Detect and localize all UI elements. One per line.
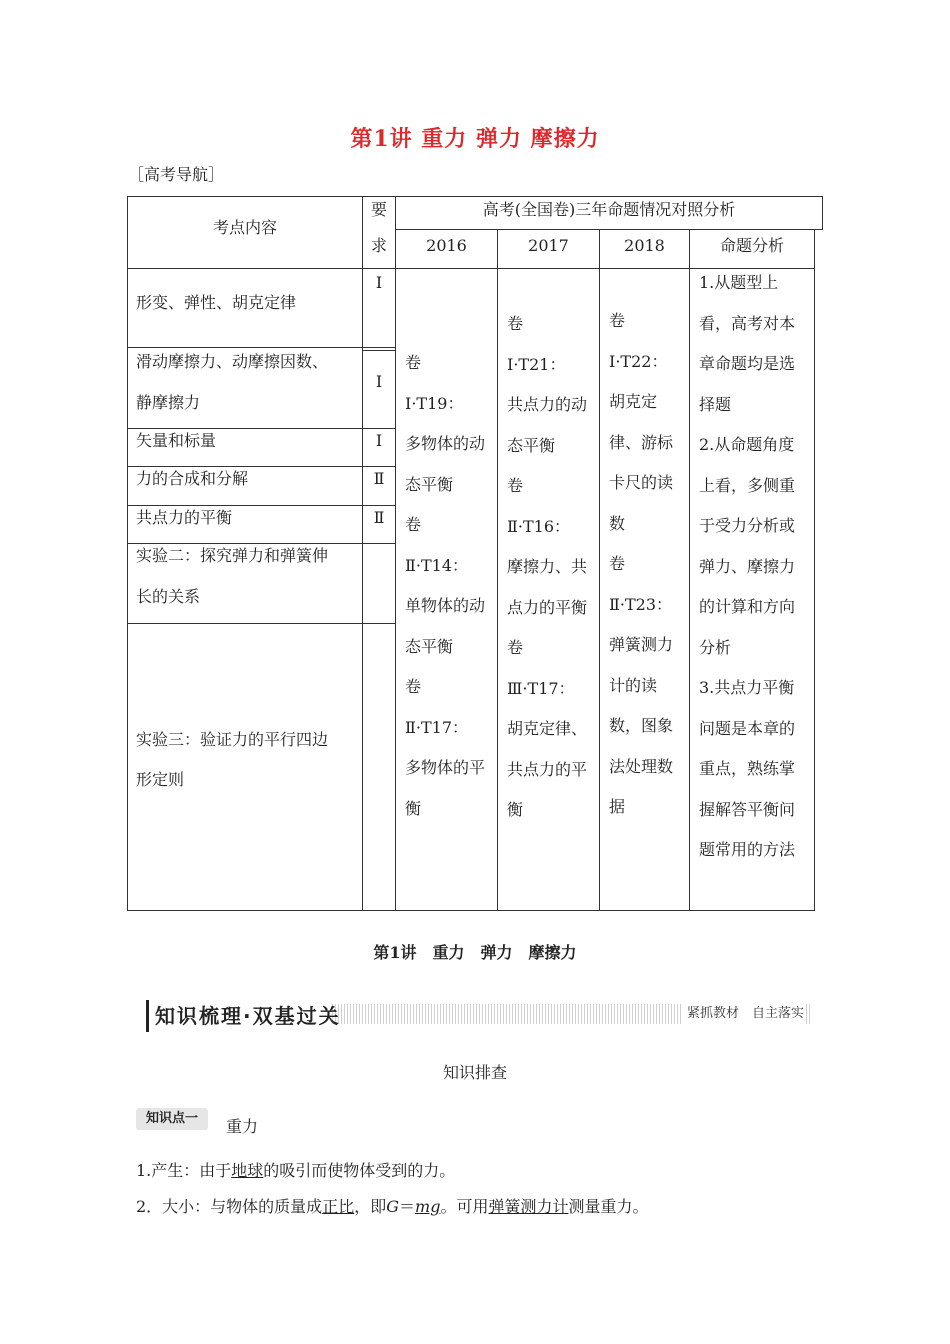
col-2018-line: 法处理数 (609, 756, 674, 776)
paragraph-magnitude (136, 1194, 648, 1217)
col-2018-line: 数 (609, 513, 626, 533)
header-analysis: 命题分析 (719, 236, 784, 255)
col-2018-line: Ⅰ·T22： (609, 351, 668, 371)
para1-prefix: 1.产生：由于 (136, 1161, 232, 1180)
col-analysis-line: 的计算和方向 (699, 597, 796, 616)
nav-label: ［高考导航］ (128, 165, 225, 184)
para2-suffix: 测量重力。 (568, 1197, 649, 1216)
para1-suffix: 的吸引而使物体受到的力。 (263, 1161, 456, 1180)
paragraph-origin (136, 1158, 455, 1181)
col-analysis-line: 重点，熟练掌 (699, 759, 796, 778)
banner-subtitle: 紧抓教材 自主落实 (681, 1004, 804, 1024)
col-2018-line: 律、游标 (609, 432, 674, 452)
col-analysis-line: 于受力分析或 (699, 516, 796, 535)
column-analysis (699, 263, 795, 871)
section-subtitle: 第1讲 重力 弹力 摩擦力 (373, 943, 577, 962)
col-analysis-line: 章命题均是选 (699, 354, 796, 373)
column-2016 (405, 343, 485, 829)
table-border-bottom (127, 910, 815, 911)
banner-title: 知识梳理·双基过关 (146, 1000, 341, 1032)
table-col-req-left (362, 196, 363, 911)
column-2018 (609, 301, 673, 828)
row-topic-3: 矢量和标量 (136, 431, 217, 450)
col-analysis-line: 握解答平衡问 (699, 799, 796, 819)
para1-answer: 地球 (231, 1161, 264, 1180)
col-2017-line: 共点力的平 (507, 759, 588, 779)
col-2018-line: 卷 (609, 311, 626, 330)
row-topic-1: 形变、弹性、胡克定律 (136, 293, 297, 312)
col-2017-line: 卷 (507, 314, 524, 333)
table-col-req-right (395, 196, 396, 911)
col-2017-line: 共点力的动 (507, 395, 588, 414)
row-topic-5: 共点力的平衡 (136, 508, 233, 527)
col-2017-line: Ⅲ·T17： (507, 678, 575, 698)
col-analysis-line: 1.从题型上 (699, 273, 779, 292)
row-topic-6b: 长的关系 (136, 587, 201, 606)
table-border-left (127, 196, 128, 911)
col-2018-line: 计的读 (609, 675, 658, 695)
col-2016-line: 单物体的动 (405, 596, 486, 615)
col-2016-line: 衡 (405, 798, 422, 818)
row-req-5: Ⅱ (373, 508, 385, 527)
col-2017-line: 胡克定律、 (507, 719, 588, 738)
col-analysis-line: 问题是本章的 (699, 718, 796, 738)
header-year-2018: 2018 (624, 236, 665, 255)
table-header-group-right (822, 196, 823, 230)
col-2016-line: Ⅱ·T14： (405, 555, 468, 575)
col-2016-line: Ⅱ·T17： (405, 717, 468, 737)
header-req-1: 要 (370, 200, 387, 219)
row-topic-4: 力的合成和分解 (136, 469, 249, 488)
col-2017-line: 点力的平衡 (507, 597, 588, 617)
col-2017-line: Ⅱ·T16： (507, 516, 570, 536)
para2-mid3: 。可用 (440, 1197, 489, 1216)
col-analysis-line: 弹力、摩擦力 (699, 556, 796, 576)
col-2018-line: 据 (609, 797, 626, 816)
row-topic-7b: 形定则 (136, 770, 185, 789)
col-analysis-line: 题常用的方法 (699, 840, 796, 859)
para2-mid1: ，即 (354, 1197, 387, 1216)
col-2017-line: 卷 (507, 638, 524, 657)
col-analysis-line: 2.从命题角度 (699, 435, 795, 454)
col-analysis-line: 3.共点力平衡 (699, 678, 795, 697)
col-2017-line: 态平衡 (507, 435, 556, 455)
para2-mid2: ＝ (399, 1197, 416, 1216)
col-2018-line: 卷 (609, 554, 626, 573)
col-analysis-line: 分析 (699, 637, 732, 657)
col-analysis-line: 上看，多侧重 (699, 475, 796, 495)
col-2018-line: 数，图象 (609, 716, 674, 735)
section-banner (140, 1000, 810, 1032)
col-2018-line: 卡尺的读 (609, 473, 674, 492)
section-heading: 知识排查 (442, 1063, 507, 1082)
table-col-2017-right (599, 229, 600, 911)
table-col-2016-right (497, 229, 498, 911)
col-2018-line: 弹簧测力 (609, 635, 674, 654)
col-2018-line: 胡克定 (609, 392, 658, 411)
header-req-2: 求 (370, 236, 387, 255)
row-topic-7a: 实验三：验证力的平行四边 (136, 730, 329, 749)
knowledge-point-title: 重力 (226, 1117, 259, 1136)
knowledge-point-badge: 知识点一 (136, 1108, 208, 1130)
para2-prefix: 2．大小：与物体的质量成 (136, 1197, 323, 1216)
col-2016-line: 多物体的动 (405, 434, 486, 453)
table-border-right (814, 229, 815, 911)
header-group: 高考(全国卷)三年命题情况对照分析 (482, 200, 736, 219)
table-row-line-6 (127, 623, 396, 624)
page-title: 第1讲 重力 弹力 摩擦力 (350, 126, 600, 152)
row-req-3: Ⅰ (375, 431, 383, 450)
col-2016-line: 卷 (405, 677, 422, 696)
para2-symbol-g: G (386, 1197, 399, 1216)
header-topic: 考点内容 (212, 218, 277, 237)
row-topic-6a: 实验二：探究弹力和弹簧伸 (136, 546, 329, 565)
col-2016-line: 态平衡 (405, 474, 454, 494)
header-year-2016: 2016 (426, 236, 467, 255)
col-2016-line: 态平衡 (405, 636, 454, 656)
row-req-2: Ⅰ (375, 372, 383, 391)
header-year-2017: 2017 (528, 236, 569, 255)
table-req-inner-1 (362, 350, 396, 351)
col-2016-line: 多物体的平 (405, 758, 486, 777)
table-col-2018-right (689, 229, 690, 911)
para2-formula: mg (415, 1197, 441, 1216)
col-2017-line: 衡 (507, 800, 524, 819)
col-2017-line: 摩擦力、共 (507, 557, 588, 576)
col-2016-line: 卷 (405, 353, 422, 372)
col-2016-line: Ⅰ·T19： (405, 393, 464, 413)
col-2017-line: 卷 (507, 476, 524, 495)
column-2017 (507, 304, 587, 831)
col-analysis-line: 择题 (699, 394, 732, 414)
row-req-4: Ⅱ (373, 469, 385, 488)
para2-answer-1: 正比 (322, 1197, 355, 1216)
col-analysis-line: 看，高考对本 (699, 313, 796, 333)
col-2017-line: Ⅰ·T21： (507, 354, 566, 374)
row-req-1: Ⅰ (375, 273, 383, 292)
col-2016-line: 卷 (405, 515, 422, 534)
row-topic-2a: 滑动摩擦力、动摩擦因数、 (136, 352, 329, 371)
para2-answer-2: 弹簧测力计 (488, 1197, 569, 1216)
row-topic-2b: 静摩擦力 (136, 393, 201, 412)
col-2018-line: Ⅱ·T23： (609, 594, 672, 614)
